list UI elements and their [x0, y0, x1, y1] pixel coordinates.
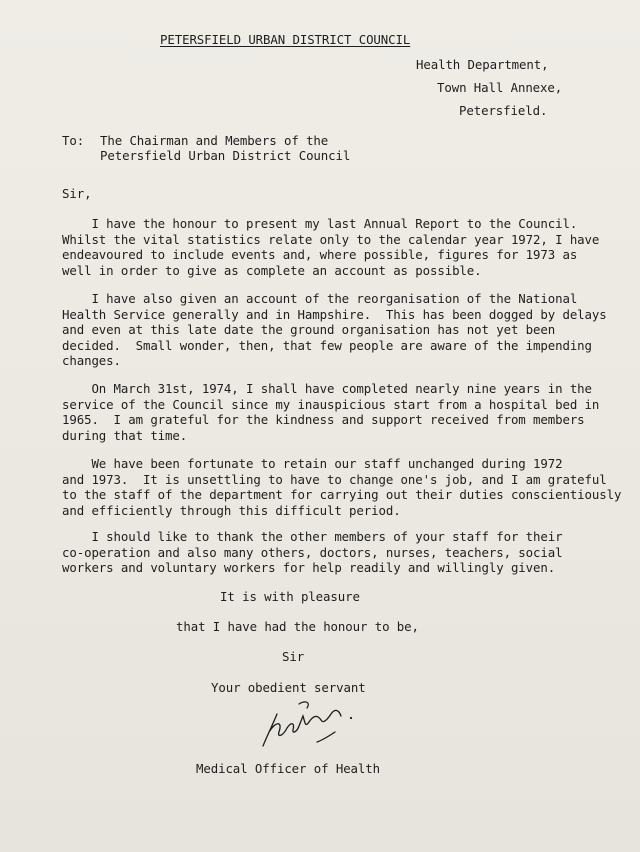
paragraph-line: and even at this late date the ground organisation has not yet been	[62, 322, 556, 338]
paragraph-line: We have been fortunate to retain our staff unchanged during 1972	[62, 456, 563, 471]
address-line-2: Town Hall Annexe,	[437, 80, 563, 95]
closing-line-1: It is with pleasure	[220, 589, 360, 604]
signatory-title: Medical Officer of Health	[196, 761, 380, 776]
paragraph-line: during that time.	[62, 427, 188, 443]
paragraph-line: I should like to thank the other members of your staff for their	[62, 529, 563, 544]
paragraph-line: service of the Council since my inauspicious start from a hospital bed in	[62, 396, 600, 412]
recipient-line-2: Petersfield Urban District Council	[100, 148, 351, 163]
recipient-line-1: The Chairman and Members of the	[100, 133, 329, 148]
closing-sir: Sir	[282, 649, 305, 664]
council-title: PETERSFIELD URBAN DISTRICT COUNCIL	[160, 32, 411, 47]
paragraph-line: endeavoured to include events and, where possible, figures for 1973 as	[62, 247, 578, 263]
paragraph-4	[62, 456, 637, 518]
paragraph-line: I have also given an account of the reorganisation of the National	[62, 291, 578, 306]
paragraph-line: changes.	[62, 353, 121, 369]
salutation: Sir,	[62, 186, 92, 201]
paragraph-line: to the staff of the department for carrying out their duties conscientiously	[62, 487, 622, 503]
paragraph-line: Whilst the vital statistics relate only to the calendar year 1972, I have	[62, 231, 600, 247]
paragraph-line: co-operation and also many others, doctors, nurses, teachers, social	[62, 544, 563, 560]
to-label: To:	[62, 133, 85, 148]
paragraph-2	[62, 291, 637, 369]
paragraph-line: workers and voluntary workers for help readily and willingly given.	[62, 560, 556, 576]
handwritten-signature	[255, 692, 365, 752]
paragraph-line: On March 31st, 1974, I shall have completed nearly nine years in the	[62, 381, 592, 396]
paragraph-5	[62, 529, 637, 576]
paragraph-line: and efficiently through this difficult period.	[62, 502, 401, 518]
closing-servant: Your obedient servant	[211, 680, 366, 695]
paragraph-line: well in order to give as complete an account as possible.	[62, 262, 482, 278]
paragraph-line: 1965. I am grateful for the kindness and support received from members	[62, 412, 585, 428]
paragraph-line: Health Service generally and in Hampshire. This has been dogged by delays	[62, 306, 607, 322]
address-line-3: Petersfield.	[459, 103, 548, 118]
paragraph-line: and 1973. It is unsettling to have to change one's job, and I am grateful	[62, 471, 607, 487]
paragraph-line: decided. Small wonder, then, that few people are aware of the impending	[62, 337, 592, 353]
paragraph-3	[62, 381, 637, 443]
closing-line-2: that I have had the honour to be,	[176, 619, 419, 634]
paragraph-1	[62, 216, 637, 278]
paragraph-line: I have the honour to present my last Annual Report to the Council.	[62, 216, 578, 231]
address-line-1: Health Department,	[416, 57, 549, 72]
